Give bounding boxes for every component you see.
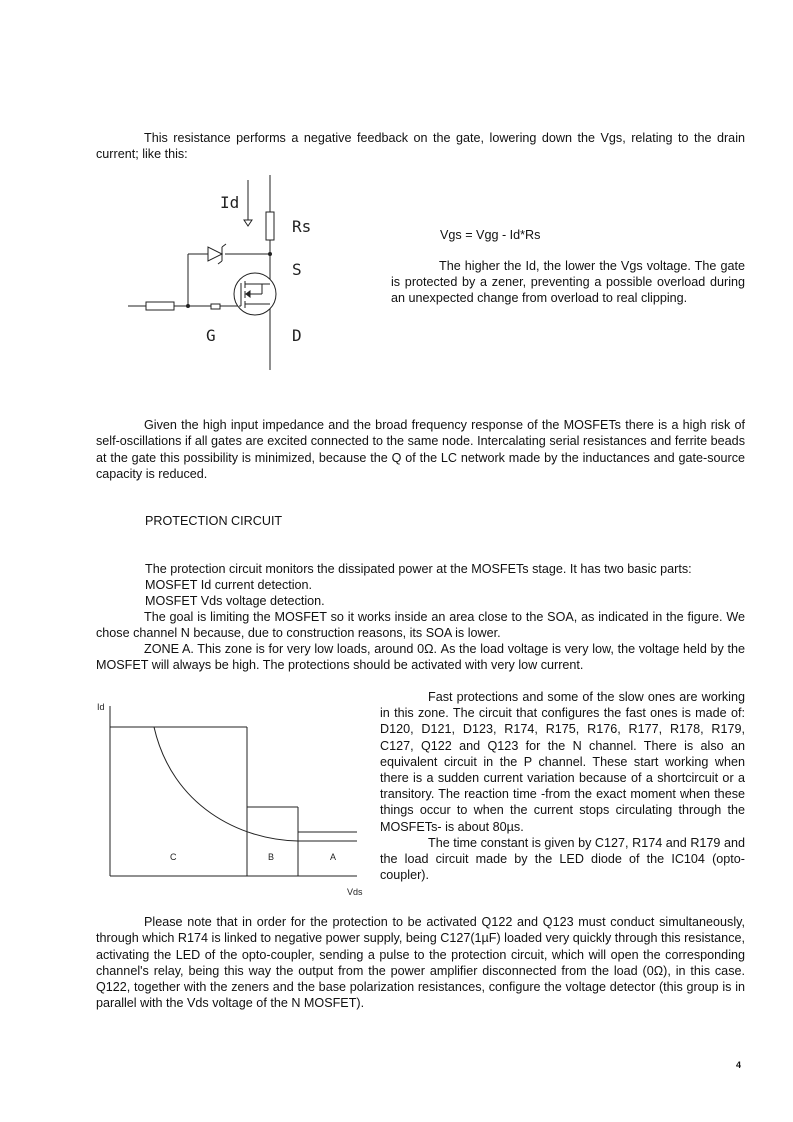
label-rs: Rs bbox=[292, 217, 312, 236]
paragraph-feedback: This resistance performs a negative feedback on the gate, lowering down the Vgs, relating to the drain current; like this: bbox=[96, 131, 745, 162]
mosfet-feedback-circuit bbox=[120, 175, 320, 375]
soa-zone-c: C bbox=[170, 852, 177, 862]
soa-y-axis-label: Id bbox=[97, 702, 105, 712]
label-d: D bbox=[292, 326, 302, 345]
paragraph-time-constant: The time constant is given by C127, R174 and R179 and the load circuit made by the LED diode of the IC104 (opto-coupler). bbox=[380, 836, 745, 883]
paragraph-zener: The higher the Id, the lower the Vgs voltage. The gate is protected by a zener, preventing a possible overload during an unexpected change from overload to real clipping. bbox=[391, 259, 745, 306]
paragraph-oscillation: Given the high input impedance and the broad frequency response of the MOSFETs there is a high risk of self-oscillations if all gates are excited connected to the same node. Intercalating serial resistances and ferrite beads at the gate this possibility is minimized, because the Q of the LC network made by the inductances and gate-source capacity is reduced. bbox=[96, 418, 745, 481]
soa-zone-b: B bbox=[268, 852, 275, 862]
protection-item-1: MOSFET Id current detection. bbox=[145, 578, 313, 592]
soa-zone-a: A bbox=[330, 852, 337, 862]
paragraph-goal: The goal is limiting the MOSFET so it works inside an area close to the SOA, as indicated in the figure. We chose channel N because, due to construction reasons, its SOA is lower. bbox=[96, 610, 745, 641]
label-s: S bbox=[292, 260, 302, 279]
soa-x-axis-label: Vds bbox=[347, 887, 363, 897]
label-g: G bbox=[206, 326, 216, 345]
page-number: 4 bbox=[736, 1060, 742, 1070]
section-heading-protection: PROTECTION CIRCUIT bbox=[145, 514, 283, 528]
soa-chart bbox=[90, 698, 380, 903]
protection-item-2: MOSFET Vds voltage detection. bbox=[145, 594, 325, 608]
label-id: Id bbox=[220, 193, 240, 212]
paragraph-activation-note: Please note that in order for the protection to be activated Q122 and Q123 must conduct simultaneously, through which R174 is linked to negative power supply, being C127(1µF) loaded very quickly through this resistance, activating the LED of the opto-coupler, sending a pulse to the protection circuit, which will open the corresponding channel's relay, being this way the output from the power amplifier disconnected from the load (0Ω), in this case. Q122, together with the zeners and the base polarization resistances, configure the voltage detector (this group is in parallel with the Vds voltage of the N MOSFET). bbox=[96, 915, 745, 1011]
protection-intro: The protection circuit monitors the dissipated power at the MOSFETs stage. It has two basic parts: bbox=[145, 562, 692, 576]
formula-vgs: Vgs = Vgg - Id*Rs bbox=[440, 228, 541, 242]
paragraph-zone-a: ZONE A. This zone is for very low loads, around 0Ω. As the load voltage is very low, the voltage held by the MOSFET will always be high. The protections should be activated with very low current. bbox=[96, 642, 745, 673]
paragraph-fast-protections: Fast protections and some of the slow ones are working in this zone. The circuit that configures the fast ones is made of: D120, D121, D123, R174, R175, R176, R177, R178, R179, C127, Q122 and Q123 for the N channel. There is also an equivalent circuit in the P channel. These start working when there is a sudden current variation because of a shortcircuit or a transitory. The reaction time -from the exact moment when these things occur to when the current stops circulating through the MOSFETs- is about 80µs. bbox=[380, 690, 745, 834]
